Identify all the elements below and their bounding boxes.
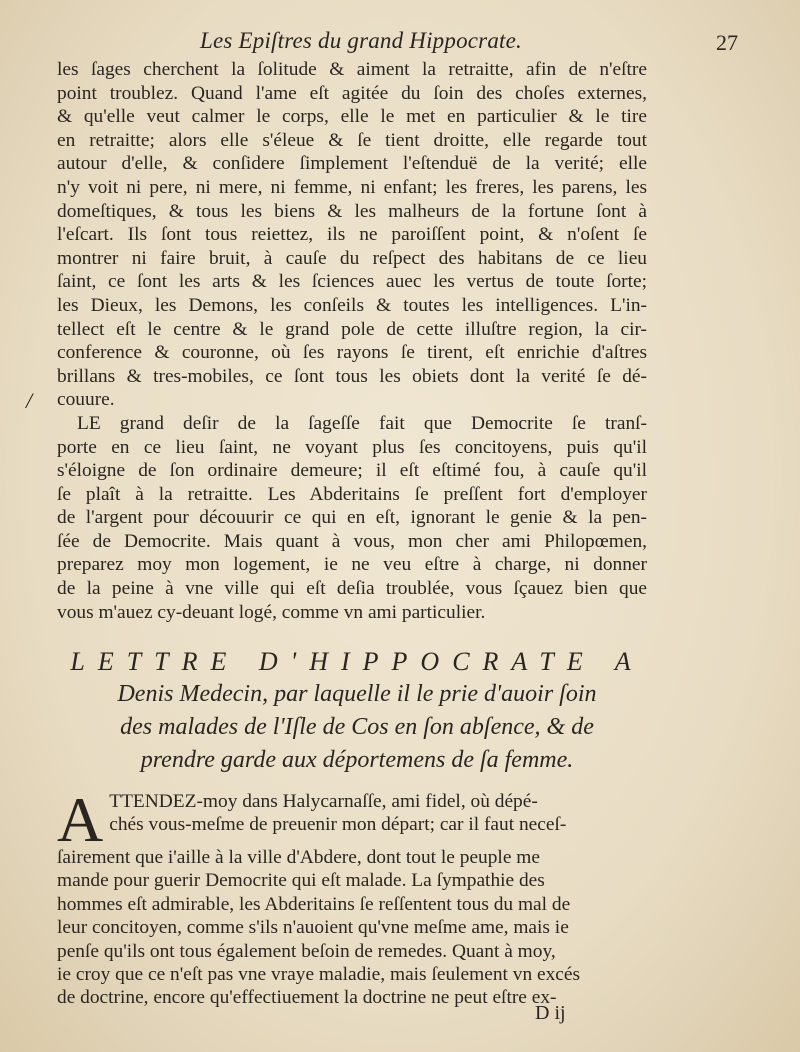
text-line: preparez moy mon logement, ie ne veu eſtre à charge, ni donner bbox=[57, 554, 647, 576]
text-line: de la peine à vne ville qui eſt deſia troublée, vous ſçauez bien que bbox=[57, 578, 647, 600]
margin-annotation: / bbox=[26, 388, 33, 413]
text-line: -moy dans Halycarnaſſe, ami fidel, où dépé- bbox=[196, 791, 538, 812]
first-word: TTENDEZ bbox=[109, 791, 197, 812]
text-line: ſairement que i'aille à la ville d'Abdere, dont tout le peuple me bbox=[57, 847, 540, 868]
text-line: ie croy que ce n'eſt pas vne vraye maladie, mais ſeulement vn excés bbox=[57, 964, 581, 986]
text-line: mande pour guerir Democrite qui eſt malade. La ſympathie des bbox=[57, 870, 545, 892]
text-line: point troublez. Quand l'ame eſt agitée du ſoin des choſes externes, bbox=[57, 82, 647, 104]
letter-heading-line: Denis Medecin, par laquelle il le prie d'auoir ſoin bbox=[117, 681, 597, 707]
signature-mark: D ij bbox=[535, 1002, 566, 1024]
text-line: hommes eſt admirable, les Abderitains ſe reſſentent tous du mal de bbox=[57, 893, 571, 915]
text-line: tellect eſt le centre & le grand pole de cette illuſtre region, la cir- bbox=[57, 318, 647, 340]
text-line: brillans & tres-mobiles, ce ſont tous les obiets dont la verité ſe dé- bbox=[57, 365, 647, 387]
letter-heading-line: des malades de l'Iſle de Cos en ſon abſence, & de bbox=[120, 714, 594, 740]
text-line: ſaint, ce ſont les arts & les ſciences auec les vertus de toute ſorte; bbox=[57, 271, 647, 293]
text-line: les ſages cherchent la ſolitude & aiment la retraitte, afin de n'eſtre bbox=[57, 59, 647, 80]
running-head-title: Les Epiſtres du grand Hippocrate. bbox=[200, 28, 522, 53]
text-line: en retraitte; alors elle s'éleue & ſe tient droitte, elle regarde tout bbox=[57, 129, 647, 151]
text-line: couure. bbox=[57, 389, 115, 411]
page-number: 27 bbox=[716, 30, 738, 55]
body-text bbox=[57, 58, 647, 624]
text-line: chés vous-meſme de preuenir mon départ; car il faut neceſ- bbox=[109, 814, 567, 836]
text-line: autour d'elle, & conſidere ſimplement l'eſtenduë de la verité; elle bbox=[57, 153, 647, 175]
text-line: conference & couronne, où ſes rayons ſe tirent, eſt enrichie d'aſtres bbox=[57, 342, 647, 364]
text-line: de l'argent pour découurir ce qui en eſt, ignorant le genie & la pen- bbox=[57, 507, 647, 529]
text-line: penſe qu'ils ont tous également beſoin de remedes. Quant à moy, bbox=[57, 940, 556, 962]
text-line: domeſtiques, & tous les biens & les malheurs de la fortune ſont à bbox=[57, 200, 647, 222]
text-line: n'y voit ni pere, ni mere, ni femme, ni enfant; les freres, les parens, les bbox=[57, 176, 647, 198]
letter-heading bbox=[57, 645, 657, 777]
text-line: montrer ni faire bruit, à cauſe du reſpect des habitans de ce lieu bbox=[57, 247, 647, 269]
text-line: de doctrine, encore qu'effectiuement la doctrine ne peut eſtre ex- bbox=[57, 987, 557, 1009]
text-line: ſe plaît à la retraitte. Les Abderitains ſe preſſent fort d'employer bbox=[57, 483, 647, 505]
text-line: vous m'auez cy-deuant logé, comme vn ami particulier. bbox=[57, 601, 486, 623]
letter-heading-line: prendre garde aux déportemens de ſa femme. bbox=[140, 747, 574, 773]
text-line: & qu'elle veut calmer le corps, elle le met en particulier & le tire bbox=[57, 106, 647, 128]
text-line: ſée de Democrite. Mais quant à vous, mon cher ami Philopœmen, bbox=[57, 530, 647, 552]
drop-cap: A bbox=[57, 784, 104, 855]
running-head bbox=[0, 28, 800, 58]
letter-body bbox=[57, 784, 651, 1010]
text-line: LE grand deſir de la ſageſſe fait que Democrite ſe tranſ- bbox=[77, 412, 647, 434]
text-line: porte en ce lieu ſaint, ne voyant plus ſes concitoyens, puis qu'il bbox=[57, 436, 647, 458]
text-line: leur concitoyen, comme s'ils n'auoient qu'vne meſme ame, mais ie bbox=[57, 917, 569, 939]
text-line: l'eſcart. Ils ſont tous reiettez, ils ne paroiſſent point, & n'oſent ſe bbox=[57, 224, 647, 246]
text-line: s'éloigne de ſon ordinaire demeure; il eſt eſtimé fou, à cauſe qu'il bbox=[57, 460, 647, 482]
letter-heading-line: LETTRE D'HIPPOCRATE A bbox=[70, 647, 644, 676]
text-line: les Dieux, les Demons, les conſeils & toutes les intelligences. L'in- bbox=[57, 294, 647, 316]
